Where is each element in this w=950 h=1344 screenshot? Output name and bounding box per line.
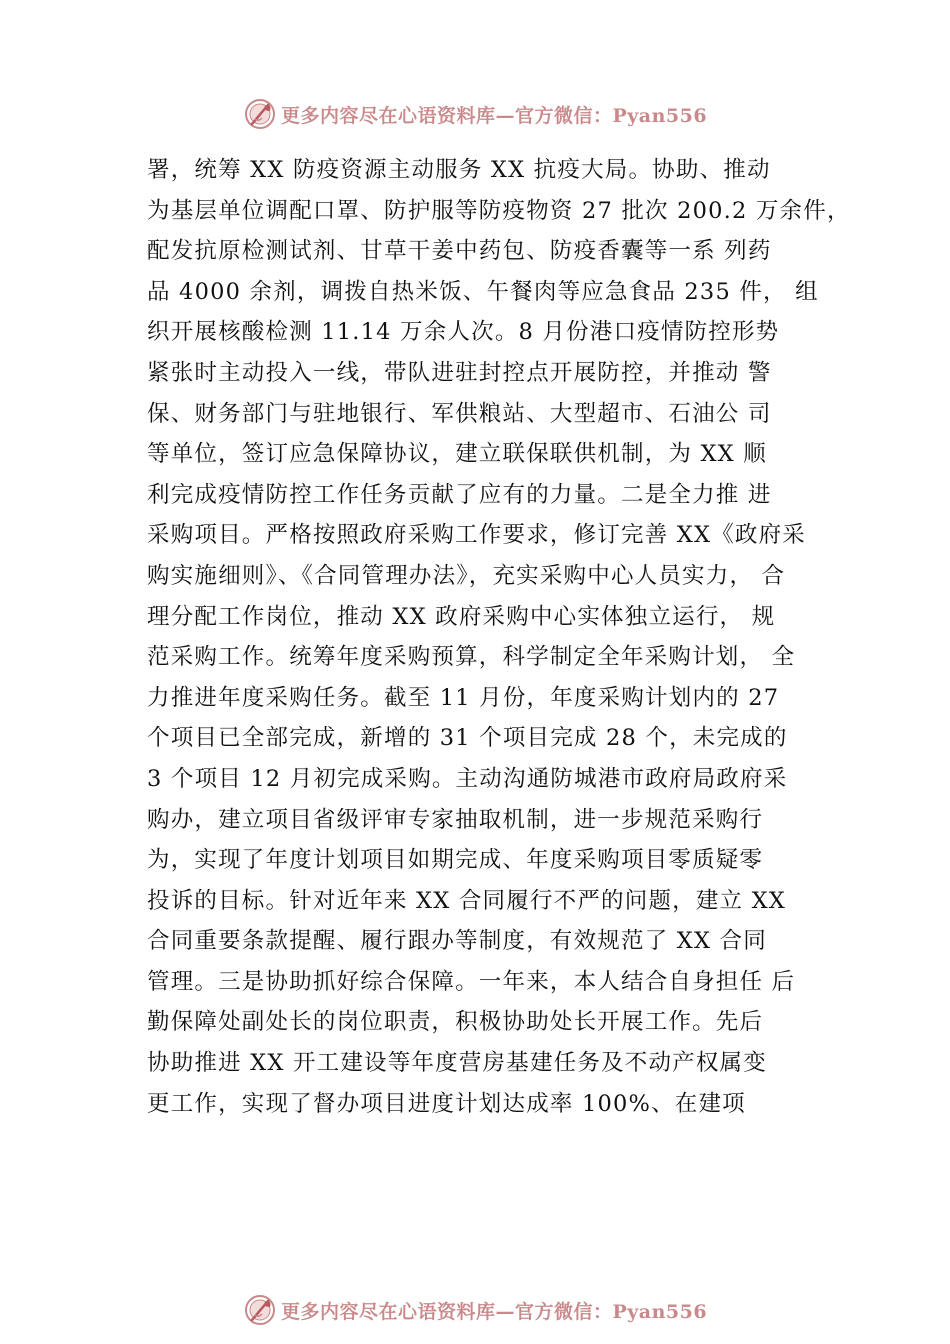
text-line: 勤保障处副处长的岗位职责，积极协助处长开展工作。先后 bbox=[147, 1009, 764, 1036]
text-line: 力推进年度采购任务。截至 11 月份，年度采购计划内的 27 bbox=[147, 684, 780, 711]
text-line: 协助推进 XX 开工建设等年度营房基建任务及不动产权属变 bbox=[147, 1050, 767, 1077]
text-line: 管理。三是协助抓好综合保障。一年来，本人结合自身担任 后 bbox=[147, 968, 796, 995]
text-line: 署，统筹 XX 防疫资源主动服务 XX 抗疫大局。协助、推动 bbox=[147, 157, 771, 183]
text-line: 投诉的目标。针对近年来 XX 合同履行不严的问题，建立 XX bbox=[147, 887, 787, 914]
text-line: 配发抗原检测试剂、甘草干姜中药包、防疫香囊等一系 列药 bbox=[147, 238, 772, 265]
text-line: 购实施细则》、《合同管理办法》，充实采购中心人员实力， 合 bbox=[147, 562, 786, 589]
text-line: 范采购工作。统筹年度采购预算，科学制定全年采购计划， 全 bbox=[147, 644, 796, 671]
document-body bbox=[147, 150, 851, 1124]
text-line: 更工作，实现了督办项目进度计划达成率 100%、在建项 bbox=[147, 1090, 746, 1117]
text-line: 为，实现了年度计划项目如期完成、年度采购项目零质疑零 bbox=[147, 847, 764, 874]
footer-banner-text: 更多内容尽在心语资料库—官方微信：Pyan556 bbox=[280, 1300, 708, 1323]
text-line: 品 4000 余剂，调拨自热米饭、午餐肉等应急食品 235 件， 组 bbox=[147, 278, 819, 305]
text-line: 理分配工作岗位，推动 XX 政府采购中心实体独立运行， 规 bbox=[147, 603, 776, 630]
header-banner-text: 更多内容尽在心语资料库—官方微信：Pyan556 bbox=[280, 104, 708, 127]
text-line: 等单位，签订应急保障协议，建立联保联供机制，为 XX 顺 bbox=[147, 441, 767, 468]
header-banner bbox=[0, 94, 950, 134]
text-line: 利完成疫情防控工作任务贡献了应有的力量。二是全力推 进 bbox=[147, 481, 772, 508]
footer-banner bbox=[0, 1290, 950, 1330]
text-line: 紧张时主动投入一线，带队进驻封控点开展防控，并推动 警 bbox=[147, 359, 772, 386]
text-line: 3 个项目 12 月初完成采购。主动沟通防城港市政府局政府采 bbox=[147, 765, 788, 792]
text-line: 个项目已全部完成，新增的 31 个项目完成 28 个，未完成的 bbox=[147, 725, 788, 752]
text-line: 购办，建立项目省级评审专家抽取机制，进一步规范采购行 bbox=[147, 806, 764, 833]
text-line: 合同重要条款提醒、履行跟办等制度，有效规范了 XX 合同 bbox=[147, 928, 767, 955]
text-line: 保、财务部门与驻地银行、军供粮站、大型超市、石油公 司 bbox=[147, 400, 772, 427]
quill-seal-icon bbox=[243, 97, 277, 131]
quill-seal-icon bbox=[243, 1293, 277, 1327]
text-line: 织开展核酸检测 11.14 万余人次。8 月份港口疫情防控形势 bbox=[147, 319, 780, 346]
text-line: 采购项目。严格按照政府采购工作要求，修订完善 XX《政府采 bbox=[147, 522, 806, 549]
text-line: 为基层单位调配口罩、防护服等防疫物资 27 批次 200.2 万余件， bbox=[147, 197, 851, 224]
